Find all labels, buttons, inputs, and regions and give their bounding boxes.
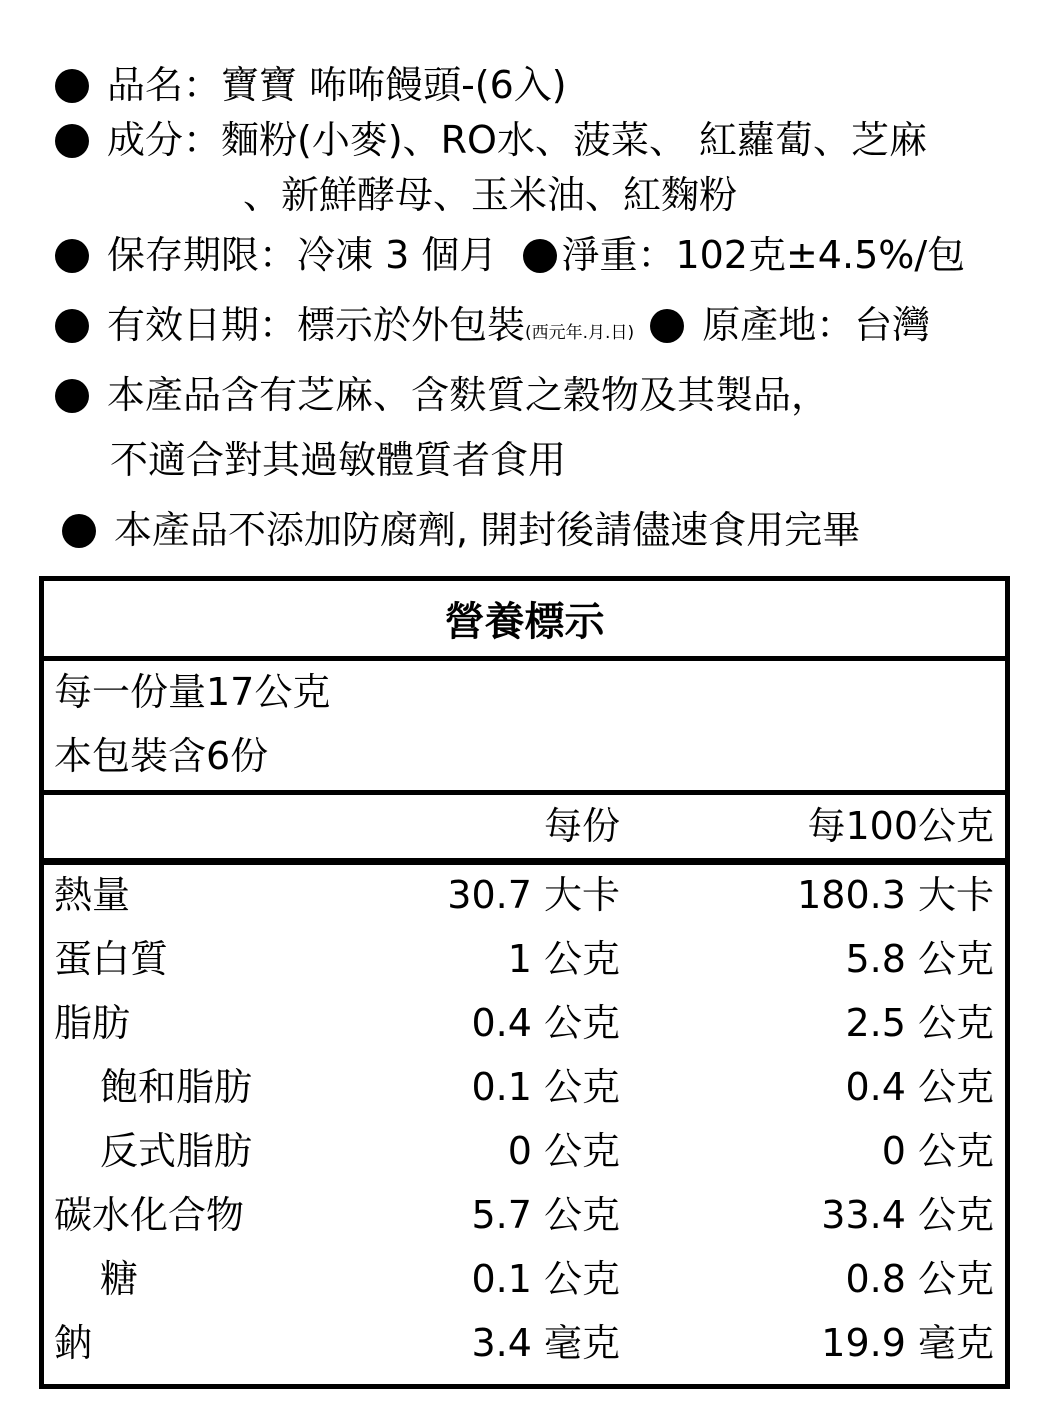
net-weight: 淨重：102克±4.5%/包 [561,233,966,277]
allergen-text: 本產品含有芝麻、含麩質之穀物及其製品， [107,373,830,417]
origin-text: 原產地：台灣 [702,303,931,347]
nutrient-name: 反式脂肪 [100,1129,253,1173]
nutrient-per-100g: 19.9 毫克 [821,1321,994,1365]
preservative-text: 本產品不添加防腐劑, 開封後請儘速食用完畢 [114,508,861,552]
bullet-icon [650,309,684,343]
divider [44,790,1005,795]
bullet-icon [62,514,96,548]
nutrient-name: 熱量 [54,873,131,917]
nutrient-per-100g: 0 公克 [881,1129,994,1173]
nutrient-per-serving: 0.1 公克 [471,1257,620,1301]
nutrient-name: 蛋白質 [54,937,169,981]
nutrient-per-serving: 0.4 公克 [471,1001,620,1045]
nutrient-per-serving: 0 公克 [507,1129,620,1173]
nutrient-name: 碳水化合物 [54,1193,245,1237]
nutrient-per-serving: 1 公克 [507,937,620,981]
preservative-line [62,508,861,552]
shelf-life: 保存期限：冷凍 3 個月 [107,233,498,277]
allergen-continuation: 不適合對其過敏體質者食用 [110,438,567,482]
nutrient-per-serving: 3.4 毫克 [471,1321,620,1365]
nutrient-name: 飽和脂肪 [100,1065,253,1109]
bullet-icon [523,239,557,273]
ingredients-text: 成分：麵粉(小麥)、RO水、菠菜、 紅蘿蔔、芝麻 [107,118,928,162]
nutrient-per-100g: 2.5 公克 [845,1001,994,1045]
bullet-icon [55,379,89,413]
bullet-icon [55,124,89,158]
column-header-per-100g: 每100公克 [807,804,994,848]
ingredients-continuation: 、新鮮酵母、玉米油、紅麴粉 [243,173,738,217]
column-header-per-serving: 每份 [543,804,620,848]
bullet-icon [55,69,89,103]
servings-per-package: 本包裝含6份 [54,734,269,778]
nutrition-title: 營養標示 [444,599,605,645]
product-name-line [55,63,567,107]
nutrition-facts-table [39,576,1010,1389]
serving-size: 每一份量17公克 [54,670,331,714]
expiry-note: (西元年.月.日) [525,323,635,343]
bullet-icon [55,239,89,273]
nutrient-per-serving: 0.1 公克 [471,1065,620,1109]
expiry-text: 有效日期：標示於外包裝 [107,303,526,347]
nutrient-per-100g: 33.4 公克 [821,1193,994,1237]
divider [44,656,1005,661]
allergen-line [55,373,830,417]
nutrient-per-100g: 0.4 公克 [845,1065,994,1109]
shelf-life-line [55,233,966,277]
ingredients-line [55,118,928,162]
nutrient-name: 鈉 [54,1321,93,1365]
nutrient-per-100g: 0.8 公克 [845,1257,994,1301]
nutrient-per-100g: 5.8 公克 [845,937,994,981]
nutrient-per-serving: 30.7 大卡 [447,873,620,917]
nutrient-per-100g: 180.3 大卡 [797,873,994,917]
divider [44,858,1005,865]
nutrient-per-serving: 5.7 公克 [471,1193,620,1237]
expiry-line [55,303,931,347]
nutrient-name: 脂肪 [54,1001,131,1045]
bullet-icon [55,309,89,343]
nutrient-name: 糖 [100,1257,139,1301]
product-name: 品名：寶寶 咘咘饅頭-(6入) [107,63,567,107]
